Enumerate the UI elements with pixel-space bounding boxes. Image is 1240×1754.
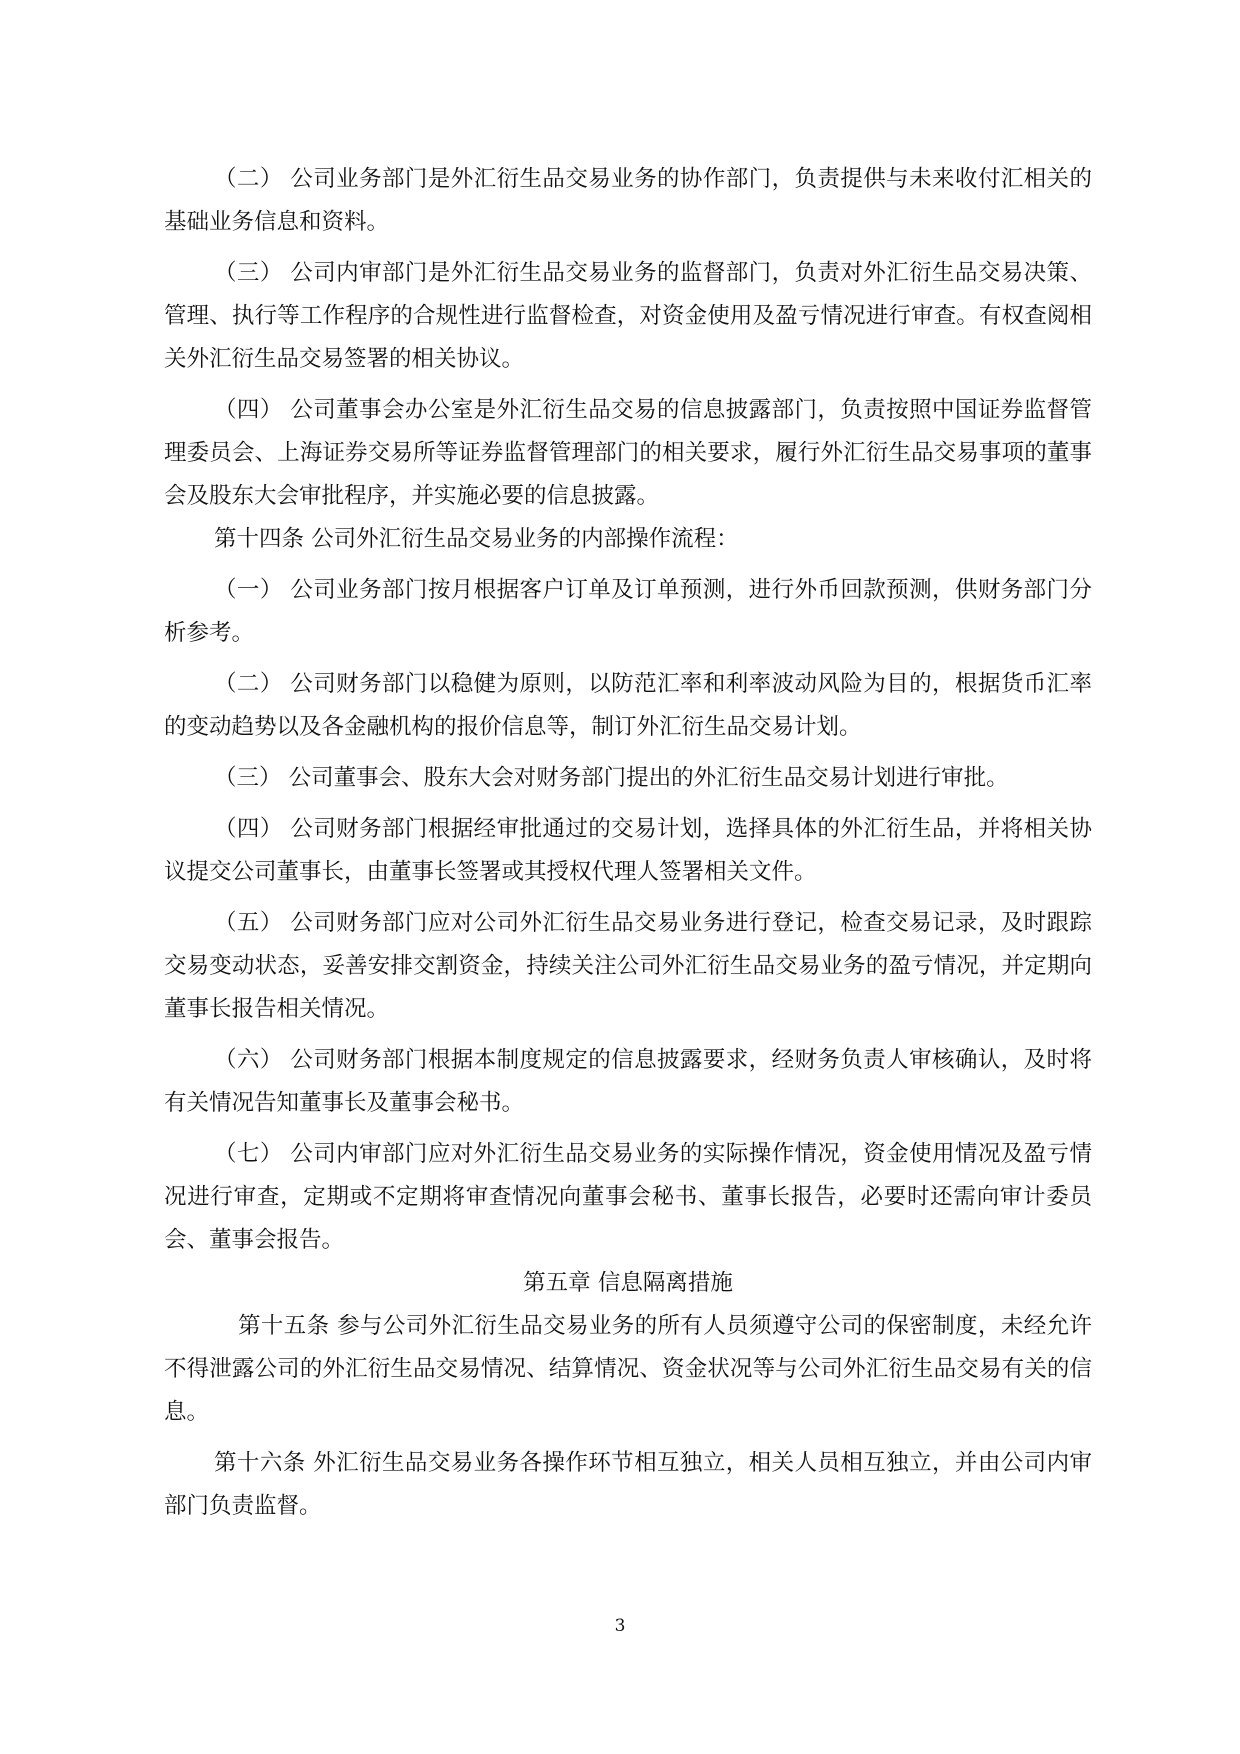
item-label: （四） (214, 397, 283, 423)
article-text: 公司外汇衍生品交易业务的内部操作流程： (311, 526, 739, 552)
chapter-heading: 第五章 信息隔离措施 (523, 1270, 733, 1296)
paragraph-item (164, 158, 1092, 244)
paragraph-item (164, 808, 1092, 894)
page-number: 3 (614, 1616, 626, 1636)
item-text: 公司财务部门以稳健为原则，以防范汇率和利率波动风险为目的，根据货币汇率的变动趋势以及各金融机构的报价信息等，制订外汇衍生品交易计划。 (164, 671, 1092, 740)
paragraph-item (164, 1039, 1092, 1125)
paragraph-item (164, 1133, 1092, 1262)
item-label: （五） (214, 910, 283, 936)
item-text: 公司业务部门按月根据客户订单及订单预测，进行外币回款预测，供财务部门分析参考。 (164, 577, 1092, 646)
article-label: 第十四条 (214, 526, 305, 552)
document-body (164, 158, 1092, 1536)
item-label: （二） (214, 671, 283, 697)
item-label: （七） (214, 1141, 283, 1167)
item-label: （三） (214, 260, 283, 286)
item-text: 公司内审部门应对外汇衍生品交易业务的实际操作情况，资金使用情况及盈亏情况进行审查，定期或不定期将审查情况向董事会秘书、董事长报告，必要时还需向审计委员会、董事会报告。 (164, 1141, 1092, 1253)
article-16 (164, 1442, 1092, 1528)
paragraph-item (164, 569, 1092, 655)
paragraph-item (164, 389, 1092, 518)
article-text: 参与公司外汇衍生品交易业务的所有人员须遵守公司的保密制度，未经允许不得泄露公司的外汇衍生品交易情况、结算情况、资金状况等与公司外汇衍生品交易有关的信息。 (164, 1313, 1092, 1425)
item-text: 公司董事会、股东大会对财务部门提出的外汇衍生品交易计划进行审批。 (288, 765, 1009, 791)
article-label: 第十五条 (238, 1313, 330, 1339)
item-label: （二） (214, 166, 283, 192)
item-text: 公司业务部门是外汇衍生品交易业务的协作部门，负责提供与未来收付汇相关的基础业务信息和资料。 (164, 166, 1092, 235)
item-text: 公司财务部门应对公司外汇衍生品交易业务进行登记，检查交易记录，及时跟踪交易变动状态，妥善安排交割资金，持续关注公司外汇衍生品交易业务的盈亏情况，并定期向董事长报告相关情况。 (164, 910, 1092, 1022)
paragraph-item (164, 663, 1092, 749)
item-text: 公司财务部门根据本制度规定的信息披露要求，经财务负责人审核确认，及时将有关情况告知董事长及董事会秘书。 (164, 1047, 1092, 1116)
article-label: 第十六条 (214, 1450, 306, 1476)
article-text: 外汇衍生品交易业务各操作环节相互独立，相关人员相互独立，并由公司内审部门负责监督。 (164, 1450, 1092, 1519)
item-label: （六） (214, 1047, 283, 1073)
paragraph-item (164, 252, 1092, 381)
article-14 (164, 518, 1092, 561)
item-label: （四） (214, 816, 283, 842)
item-text: 公司董事会办公室是外汇衍生品交易的信息披露部门，负责按照中国证券监督管理委员会、上海证券交易所等证券监督管理部门的相关要求，履行外汇衍生品交易事项的董事会及股东大会审批程序，并实施必要的信息披露。 (164, 397, 1092, 509)
item-label: （三） (214, 765, 282, 791)
item-text: 公司财务部门根据经审批通过的交易计划，选择具体的外汇衍生品，并将相关协议提交公司董事长，由董事长签署或其授权代理人签署相关文件。 (164, 816, 1092, 885)
paragraph-item (164, 757, 1092, 800)
item-text: 公司内审部门是外汇衍生品交易业务的监督部门，负责对外汇衍生品交易决策、管理、执行等工作程序的合规性进行监督检查，对资金使用及盈亏情况进行审查。有权查阅相关外汇衍生品交易签署的相关协议。 (164, 260, 1092, 372)
paragraph-item (164, 902, 1092, 1031)
item-label: （一） (214, 577, 283, 603)
article-15 (164, 1305, 1092, 1434)
